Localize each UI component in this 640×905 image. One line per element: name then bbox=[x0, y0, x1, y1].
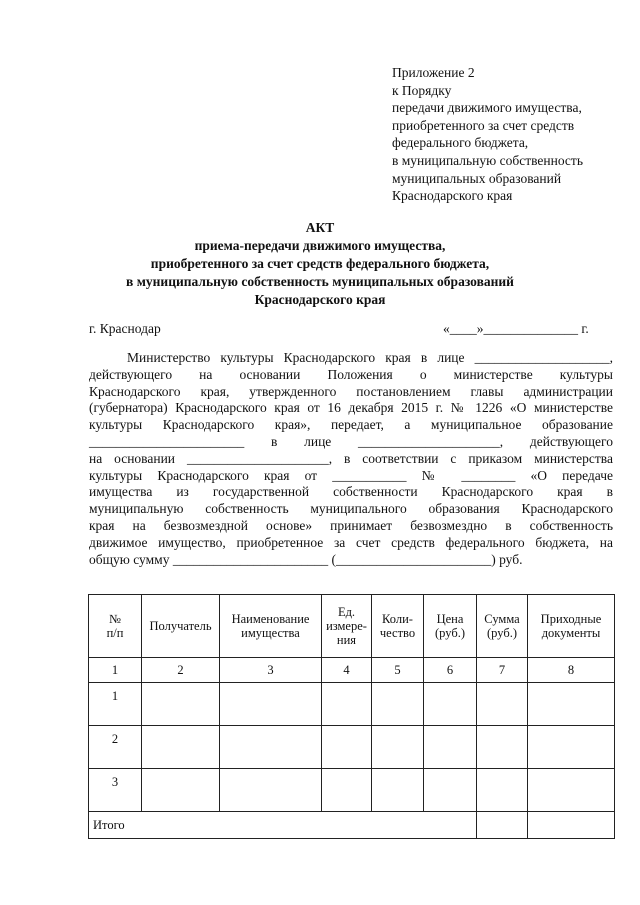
column-number: 5 bbox=[372, 658, 424, 683]
appendix-line: федерального бюджета, bbox=[392, 135, 529, 151]
title-line: приобретенного за счет средств федерального бюджета, bbox=[150, 256, 490, 271]
appendix-line: Приложение 2 bbox=[392, 65, 475, 80]
column-numbers-row bbox=[89, 658, 615, 683]
table-cell bbox=[477, 726, 528, 769]
place-label: г. Краснодар bbox=[89, 321, 161, 336]
table-cell bbox=[372, 726, 424, 769]
header-number bbox=[89, 595, 142, 658]
table-cell bbox=[372, 769, 424, 812]
appendix-line: приобретенного за счет средств bbox=[392, 117, 575, 133]
appendix-line: Краснодарского края bbox=[392, 188, 513, 204]
column-number: 4 bbox=[322, 658, 372, 683]
title-line: в муниципальную собственность муниципальных образований bbox=[126, 274, 514, 289]
table-cell bbox=[424, 683, 477, 726]
table-row bbox=[89, 726, 615, 769]
column-number: 8 bbox=[528, 658, 615, 683]
table-cell bbox=[220, 726, 322, 769]
table-row bbox=[89, 683, 615, 726]
table-cell bbox=[372, 683, 424, 726]
column-number: 7 bbox=[477, 658, 528, 683]
header-text: п/п bbox=[106, 626, 124, 640]
header-price bbox=[424, 595, 477, 658]
body-line: имущества из государственной собственности Краснодарского края в bbox=[89, 484, 613, 500]
table-cell bbox=[424, 769, 477, 812]
header-text: Коли- bbox=[382, 612, 413, 626]
column-number: 3 bbox=[220, 658, 322, 683]
header-sum bbox=[477, 595, 528, 658]
header-text: чество bbox=[379, 626, 416, 640]
body-line: культуры Краснодарского края», передает, а муниципальное образование bbox=[89, 417, 613, 433]
header-text: Ед. bbox=[337, 605, 356, 619]
header-quantity bbox=[372, 595, 424, 658]
row-index: 1 bbox=[89, 683, 142, 726]
body-line: действующего на основании Положения о министерстве культуры bbox=[89, 366, 613, 382]
appendix-block bbox=[392, 64, 583, 205]
date-field: «____»______________ г. bbox=[443, 321, 589, 336]
table-cell bbox=[477, 769, 528, 812]
total-documents-cell bbox=[528, 812, 615, 839]
table-row bbox=[89, 769, 615, 812]
table-cell bbox=[322, 726, 372, 769]
table-cell bbox=[528, 726, 615, 769]
body-line: _______________________ в лице _____________________, действующего bbox=[89, 433, 613, 449]
body-line: (губернатора) Краснодарского края от 16 декабря 2015 г. № 1226 «О министерстве bbox=[89, 400, 613, 416]
body-line: муниципальную собственность муниципального образования Краснодарского bbox=[89, 501, 613, 517]
table-cell bbox=[220, 683, 322, 726]
header-unit bbox=[322, 595, 372, 658]
body-line: общую сумму _______________________ (_______________________) руб. bbox=[89, 551, 523, 567]
total-sum-cell bbox=[477, 812, 528, 839]
header-text: Получатель bbox=[149, 619, 212, 633]
appendix-line: к Порядку bbox=[392, 82, 452, 98]
header-text: Цена bbox=[436, 612, 464, 626]
body-line: движимое имущество, приобретенное за счет средств федерального бюджета, на bbox=[89, 534, 613, 550]
row-index: 2 bbox=[89, 726, 142, 769]
header-text: Приходные bbox=[540, 612, 602, 626]
header-text: Сумма bbox=[484, 612, 520, 626]
header-text: документы bbox=[541, 626, 601, 640]
title-line: Краснодарского края bbox=[254, 292, 386, 307]
header-text: № bbox=[109, 612, 121, 626]
header-text: ния bbox=[336, 633, 357, 647]
table-cell bbox=[142, 683, 220, 726]
table-cell bbox=[220, 769, 322, 812]
body-line: Министерство культуры Краснодарского края в лице ____________________, bbox=[127, 350, 613, 365]
table-header-row bbox=[89, 595, 615, 658]
table-cell bbox=[142, 726, 220, 769]
body-line: культуры Краснодарского края от ___________ № ________ «О передаче bbox=[89, 467, 613, 483]
table-cell bbox=[528, 683, 615, 726]
header-text: имущества bbox=[241, 626, 300, 640]
title-heading: АКТ bbox=[305, 220, 335, 235]
appendix-line: передачи движимого имущества, bbox=[392, 100, 582, 116]
document-title bbox=[0, 219, 640, 309]
column-number: 6 bbox=[424, 658, 477, 683]
header-text: Наименование bbox=[231, 612, 310, 626]
table-cell bbox=[142, 769, 220, 812]
total-label: Итого bbox=[89, 812, 477, 839]
header-text: (руб.) bbox=[435, 626, 465, 640]
property-table bbox=[88, 594, 615, 839]
column-number: 2 bbox=[142, 658, 220, 683]
table-cell bbox=[477, 683, 528, 726]
total-row bbox=[89, 812, 615, 839]
body-line: Краснодарского края, утвержденного постановлением главы администрации bbox=[89, 383, 613, 399]
header-documents bbox=[528, 595, 615, 658]
body-line: края на безвозмездной основе» принимает безвозмездно в собственность bbox=[89, 517, 613, 533]
appendix-line: муниципальных образований bbox=[392, 170, 562, 186]
appendix-line: в муниципальную собственность bbox=[392, 152, 583, 168]
body-line: на основании _____________________, в соответствии с приказом министерства bbox=[89, 450, 613, 466]
table-cell bbox=[528, 769, 615, 812]
header-text: измере- bbox=[326, 619, 367, 633]
header-property-name bbox=[220, 595, 322, 658]
table-cell bbox=[322, 683, 372, 726]
table-cell bbox=[424, 726, 477, 769]
column-number: 1 bbox=[89, 658, 142, 683]
row-index: 3 bbox=[89, 769, 142, 812]
body-paragraph bbox=[89, 350, 613, 568]
table-cell bbox=[322, 769, 372, 812]
title-line: приема-передачи движимого имущества, bbox=[194, 238, 446, 253]
header-text: (руб.) bbox=[487, 626, 517, 640]
header-recipient bbox=[142, 595, 220, 658]
